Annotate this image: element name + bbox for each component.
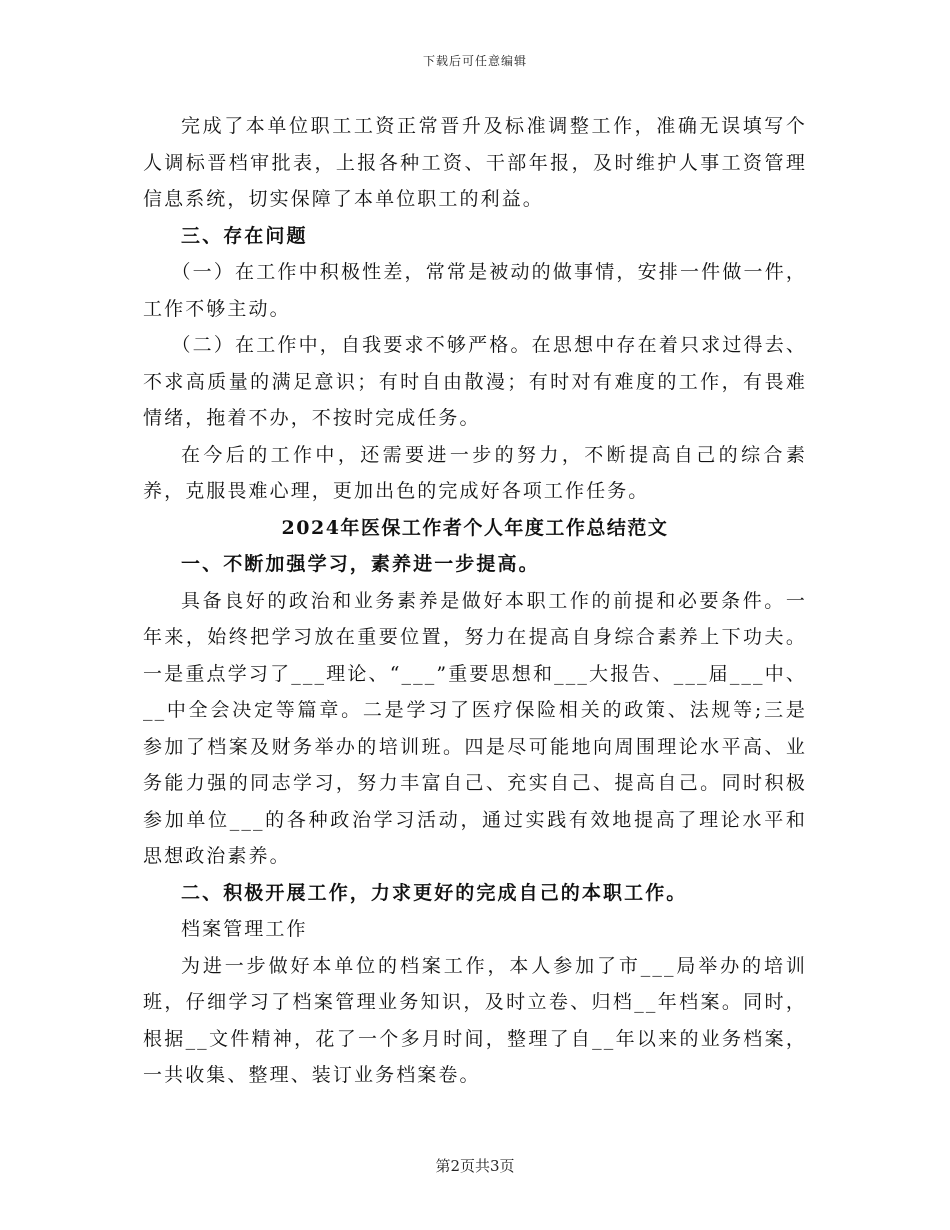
article-title: 2024年医保工作者个人年度工作总结范文 xyxy=(281,516,669,539)
page-header: 下载后可任意编辑 xyxy=(422,54,527,68)
paragraph-salary-work: 完成了本单位职工工资正常晋升及标准调整工作，准确无误填写个人调标晋档审批表，上报各种工资、干部年报，及时维护人事工资管理信息系统，切实保障了本单位职工的利益。 xyxy=(143,115,807,210)
paragraph-archive-work: 为进一步做好本单位的档案工作，本人参加了市___局举办的培训班，仔细学习了档案管理业务知识，及时立卷、归档__年档案。同时，根据__文件精神，花了一个多月时间，整理了自__年以来的业务档案，一共收集、整理、装订业务档案卷。 xyxy=(143,954,807,1086)
heading-strengthen-study: 一、不断加强学习，素养进一步提高。 xyxy=(181,553,540,575)
paragraph-future-work: 在今后的工作中，还需要进一步的努力，不断提高自己的综合素养，克服畏难心理，更加出色的完成好各项工作任务。 xyxy=(143,443,807,502)
heading-active-work: 二、积极开展工作，力求更好的完成自己的本职工作。 xyxy=(181,881,688,904)
paragraph-study: 具备良好的政治和业务素养是做好本职工作的前提和必要条件。一年来，始终把学习放在重要位置，努力在提高自身综合素养上下功夫。一是重点学习了___理论、“___”重要思想和___大报告、___届___中、__中全会决定等篇章。二是学习了医疗保险相关的政策、法规等;三是参加了档案及财务举办的培训班。四是尽可能地向周围理论水平高、业务能力强的同志学习，努力丰富自己、充实自己、提高自己。同时积极参加单位___的各种政治学习活动，通过实践有效地提高了理论水平和思想政治素养。 xyxy=(143,589,807,867)
subheading-archive-management: 档案管理工作 xyxy=(181,918,308,940)
page-number: 第2页共3页 xyxy=(435,1157,515,1175)
paragraph-problem-1: （一）在工作中积极性差，常常是被动的做事情，安排一件做一件，工作不够主动。 xyxy=(143,261,807,320)
paragraph-problem-2: （二）在工作中，自我要求不够严格。在思想中存在着只求过得去、不求高质量的满足意识；有时自由散漫；有时对有难度的工作，有畏难情绪，拖着不办，不按时完成任务。 xyxy=(143,334,807,429)
document-body xyxy=(143,108,807,1094)
heading-existing-problems: 三、存在问题 xyxy=(181,224,308,247)
